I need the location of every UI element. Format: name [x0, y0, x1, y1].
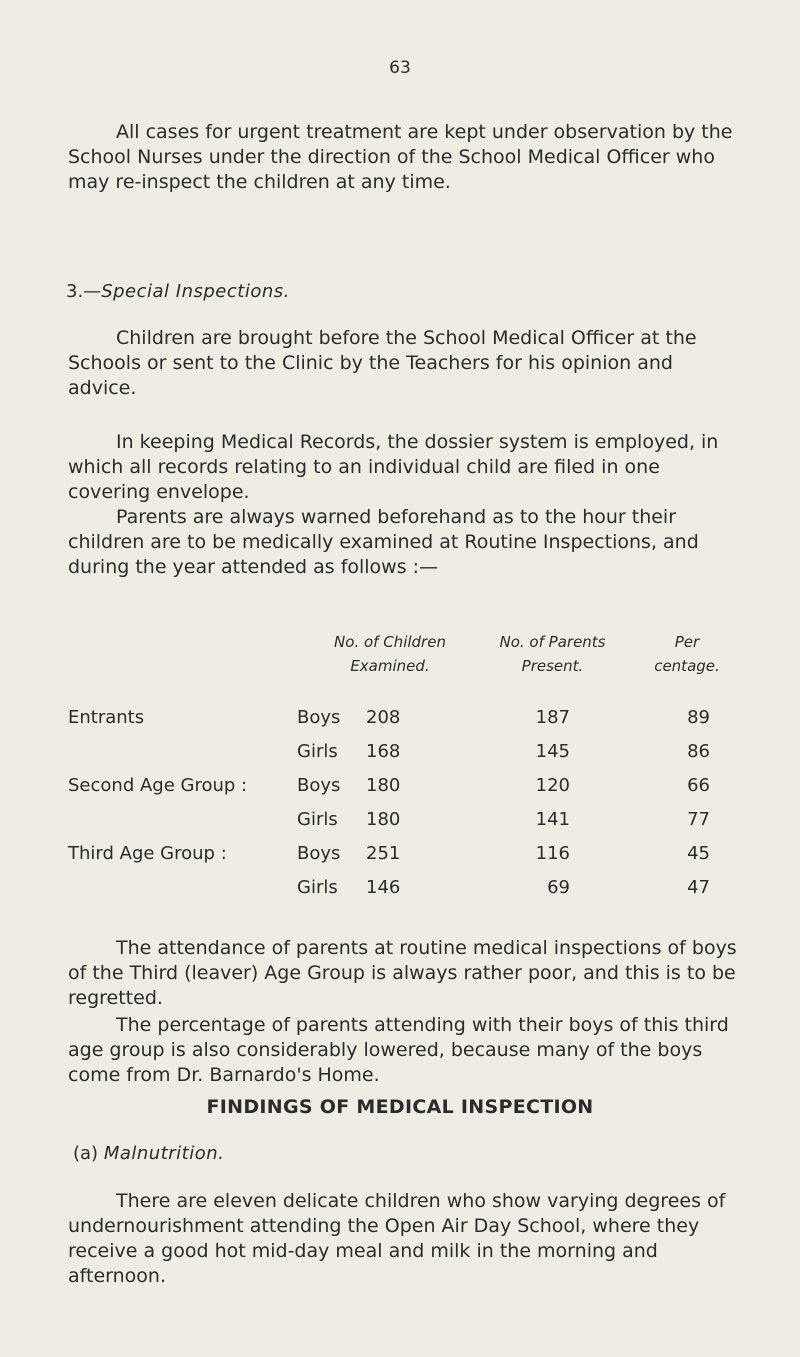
row-sex: Girls — [297, 877, 338, 898]
row-group: Second Age Group : — [68, 775, 248, 796]
row-examined: 208 — [366, 707, 401, 728]
paragraph-malnutrition: There are eleven delicate children who show varying degrees of undernourishment attending the Open Air Day School, where they receive a good hot mid-day meal and milk in the morning and afternoon. — [68, 1190, 726, 1287]
findings-heading: FINDINGS OF MEDICAL INSPECTION — [206, 1096, 594, 1118]
row-present: 145 — [535, 741, 570, 762]
paragraph-percentage-lowered: The percentage of parents attending with their boys of this third age group is also considerably lowered, because many of the boys come from Dr. Barnardo's Home. — [68, 1014, 729, 1086]
row-examined: 180 — [366, 809, 401, 830]
page-number: 63 — [389, 58, 411, 78]
row-sex: Boys — [297, 707, 341, 728]
header-examined-line1: No. of Children — [334, 633, 446, 651]
row-examined: 251 — [366, 843, 401, 864]
section-number: 3.— — [66, 281, 102, 302]
row-percentage: 47 — [687, 877, 710, 898]
header-present-line2: Present. — [521, 657, 584, 675]
row-percentage: 77 — [687, 809, 710, 830]
row-sex: Girls — [297, 809, 338, 830]
paragraph-children-brought: Children are brought before the School Medical Officer at the Schools or sent to the Clinic by the Teachers for his opinion and advice. — [68, 327, 697, 399]
header-percentage-line2: centage. — [654, 657, 720, 675]
row-percentage: 89 — [687, 707, 710, 728]
row-examined: 146 — [366, 877, 401, 898]
header-present-line1: No. of Parents — [499, 633, 606, 651]
subsection-title: Malnutrition. — [103, 1143, 225, 1164]
row-examined: 168 — [366, 741, 401, 762]
paragraph-urgent-treatment: All cases for urgent treatment are kept under observation by the School Nurses under the direction of the School Medical Officer who may re-inspect the children at any time. — [68, 121, 733, 193]
paragraph-parents-warned: Parents are always warned beforehand as to the hour their children are to be medically examined at Routine Inspections, and during the year attended as follows :— — [68, 506, 699, 578]
row-percentage: 66 — [687, 775, 710, 796]
row-present: 187 — [535, 707, 570, 728]
column-header-examined — [305, 630, 475, 678]
row-group: Entrants — [68, 707, 145, 728]
row-percentage: 86 — [687, 741, 710, 762]
section-heading-special-inspections — [66, 281, 290, 302]
row-sex: Boys — [297, 775, 341, 796]
row-present: 69 — [547, 877, 570, 898]
paragraph-attendance-poor: The attendance of parents at routine medical inspections of boys of the Third (leaver) Age Group is always rather poor, and this is to be regretted. — [68, 937, 737, 1009]
row-sex: Boys — [297, 843, 341, 864]
header-percentage-line1: Per — [674, 633, 700, 651]
row-present: 141 — [535, 809, 570, 830]
row-examined: 180 — [366, 775, 401, 796]
section-title: Special Inspections. — [101, 281, 290, 302]
subsection-label: (a) — [73, 1143, 99, 1164]
row-sex: Girls — [297, 741, 338, 762]
row-present: 116 — [535, 843, 570, 864]
row-percentage: 45 — [687, 843, 710, 864]
header-examined-line2: Examined. — [350, 657, 430, 675]
column-header-present — [475, 630, 630, 678]
column-header-percentage — [632, 630, 742, 678]
subsection-heading-malnutrition — [73, 1143, 224, 1164]
row-group: Third Age Group : — [68, 843, 227, 864]
row-present: 120 — [535, 775, 570, 796]
paragraph-medical-records: In keeping Medical Records, the dossier system is employed, in which all records relating to an individual child are filed in one covering envelope. — [68, 431, 719, 503]
